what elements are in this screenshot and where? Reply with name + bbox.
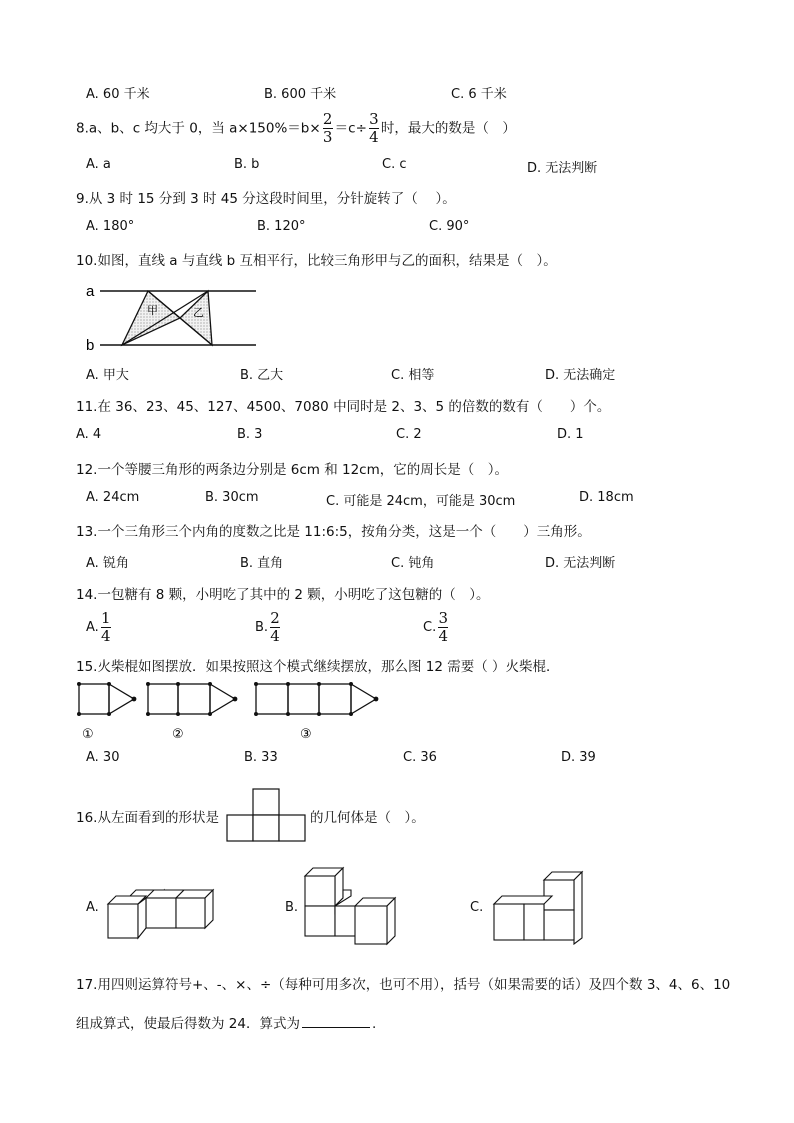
q8-mid: ＝c÷: [334, 120, 367, 137]
q14-option-a: [86, 611, 113, 644]
q17-line-2-suffix: .: [371, 1016, 377, 1032]
q9-option-c: C. 90°: [429, 219, 470, 234]
q7-option-b: B. 600 千米: [264, 87, 337, 102]
q15-stem: 15.火柴棍如图摆放．如果按照这个模式继续摆放，那么图 12 需要（ ）火柴棍．: [76, 659, 560, 675]
frac-denominator: 3: [322, 128, 333, 146]
frac-denominator: 4: [270, 627, 280, 645]
fig-1-label: ①: [82, 727, 94, 742]
q8-stem: [76, 112, 516, 145]
q10-option-c: C. 相等: [391, 368, 435, 383]
fig-2-label: ②: [172, 727, 184, 742]
option-fraction: [101, 611, 111, 644]
q13-option-d: D. 无法判断: [545, 556, 616, 571]
q15-option-c: C. 36: [403, 750, 437, 765]
q9-stem: 9.从 3 时 15 分到 3 时 45 分这段时间里，分针旋转了（ ）。: [76, 191, 456, 207]
frac-denominator: 4: [438, 627, 448, 645]
q12-stem: 12.一个等腰三角形的两条边分别是 6cm 和 12cm，它的周长是（ ）。: [76, 462, 509, 478]
q13-stem: 13.一个三角形三个内角的度数之比是 11:6:5，按角分类，这是一个（ ）三角形。: [76, 524, 591, 540]
q8-fraction-1: [323, 112, 333, 145]
q10-stem: 10.如图，直线 a 与直线 b 互相平行，比较三角形甲与乙的面积，结果是（ ）。: [76, 253, 557, 269]
q14-stem: 14.一包糖有 8 颗，小明吃了其中的 2 颗，小明吃了这包糖的（ ）。: [76, 587, 490, 603]
q8-fraction-2: [369, 112, 379, 145]
fig-3-label: ③: [300, 727, 312, 742]
q17-answer-blank[interactable]: [302, 1015, 370, 1028]
option-fraction: [270, 611, 280, 644]
q14-option-b: [255, 611, 282, 644]
line-a-label: a: [86, 283, 95, 300]
q8-option-b: B. b: [234, 157, 260, 172]
option-label: B.: [255, 620, 269, 635]
q16-left-view-figure: [226, 788, 310, 844]
q11-option-d: D. 1: [557, 427, 584, 442]
q13-option-a: A. 锐角: [86, 556, 129, 571]
q15-option-d: D. 39: [561, 750, 596, 765]
q14-option-c: [423, 611, 450, 644]
q11-option-c: C. 2: [396, 427, 422, 442]
q17-line-2-prefix: 组成算式，使最后得数为 24．算式为: [76, 1016, 300, 1032]
q10-option-a: A. 甲大: [86, 368, 129, 383]
q11-stem: 11.在 36、23、45、127、4500、7080 中同时是 2、3、5 的倍数的数有（ ）个。: [76, 399, 611, 415]
q8-option-d: D. 无法判断: [527, 161, 598, 176]
q9-option-b: B. 120°: [257, 219, 306, 234]
q10-option-b: B. 乙大: [240, 368, 284, 383]
q13-option-c: C. 钝角: [391, 556, 435, 571]
line-b-label: b: [86, 337, 95, 354]
q8-option-a: A. a: [86, 157, 111, 172]
frac-numerator: 2: [270, 609, 280, 627]
q16-option-a-solid: [106, 884, 218, 942]
q16-option-b-solid: [303, 866, 403, 950]
q15-matchstick-figure: [76, 680, 386, 742]
q10-parallel-lines-figure: [86, 280, 266, 354]
q16-option-a: A.: [86, 900, 99, 915]
q16-suffix: 的几何体是（ ）。: [310, 810, 425, 826]
q16-option-c-solid: [492, 870, 596, 942]
q12-option-b: B. 30cm: [205, 490, 259, 505]
q15-option-a: A. 30: [86, 750, 120, 765]
q15-option-b: B. 33: [244, 750, 278, 765]
q12-option-a: A. 24cm: [86, 490, 140, 505]
option-label: A.: [86, 620, 99, 635]
q8-option-c: C. c: [382, 157, 407, 172]
q7-option-c: C. 6 千米: [451, 87, 507, 102]
q8-prefix: 8.a、b、c 均大于 0，当 a×150%＝b×: [76, 120, 321, 137]
q13-option-b: B. 直角: [240, 556, 284, 571]
q16-option-c: C.: [470, 900, 484, 915]
option-label: C.: [423, 620, 437, 635]
q16-prefix: 16.从左面看到的形状是: [76, 810, 219, 826]
triangle-jia-label: 甲: [147, 304, 158, 317]
q11-option-a: A. 4: [76, 427, 102, 442]
q8-suffix: 时，最大的数是（ ）: [380, 120, 516, 137]
q10-option-d: D. 无法确定: [545, 368, 616, 383]
q7-option-a: A. 60 千米: [86, 87, 150, 102]
q12-option-c: C. 可能是 24cm，可能是 30cm: [326, 494, 516, 509]
q9-option-a: A. 180°: [86, 219, 135, 234]
q16-option-b: B.: [285, 900, 299, 915]
frac-numerator: 3: [438, 609, 448, 627]
option-fraction: [438, 611, 448, 644]
frac-denominator: 4: [369, 128, 379, 146]
q17-line-1: 17.用四则运算符号+、-、×、÷（每种可用多次，也可不用），括号（如果需要的话）及四个数 3、4、6、10: [76, 977, 731, 993]
q11-option-b: B. 3: [237, 427, 263, 442]
q12-option-d: D. 18cm: [579, 490, 634, 505]
frac-denominator: 4: [101, 627, 111, 645]
triangle-jia: [122, 291, 180, 345]
frac-numerator: 2: [322, 110, 333, 128]
frac-numerator: 1: [101, 609, 111, 627]
frac-numerator: 3: [369, 110, 379, 128]
triangle-yi-label: 乙: [193, 306, 204, 319]
q17-line-2: [76, 1012, 376, 1032]
